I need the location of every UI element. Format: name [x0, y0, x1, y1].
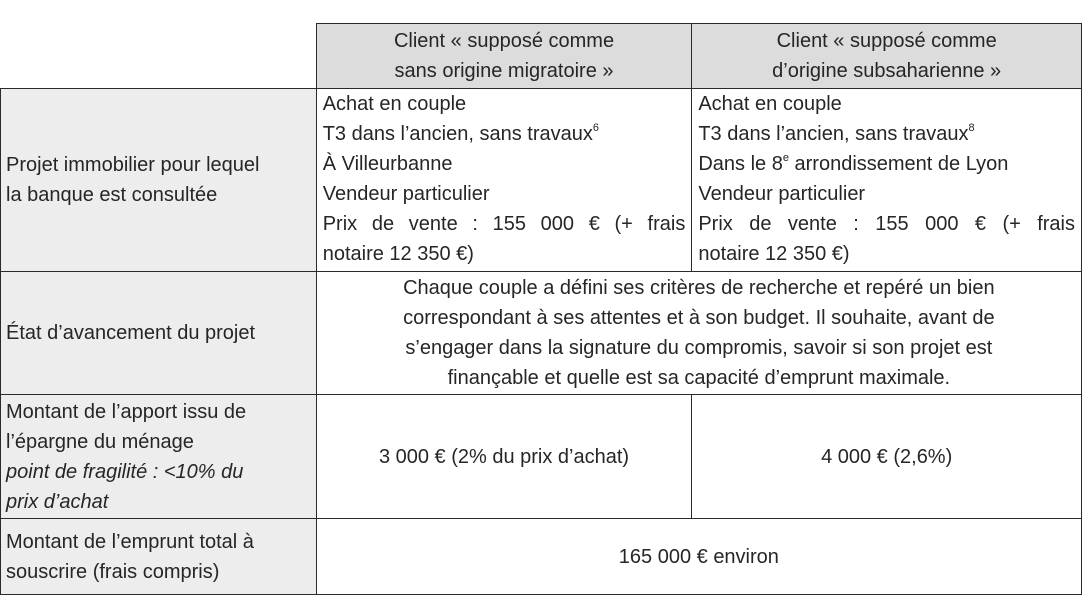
comparison-table [0, 23, 1082, 595]
contribution-col2: 4 000 € (2,6%) [692, 395, 1082, 519]
project-progress-text: Chaque couple a défini ses critères de recherche et repéré un bien correspondant à ses attentes et à son budget. Il souhaite, avant de s’engager dans la signature du compromis, savoir si son projet est finançable et quelle est sa capacité d’emprunt maximale. [316, 272, 1081, 395]
ordinal-suffix: e [782, 152, 789, 164]
row-contribution [1, 395, 1082, 519]
empty-corner-cell [1, 24, 317, 89]
footnote-marker: 8 [968, 122, 975, 134]
label-project-progress: État d’avancement du projet [1, 272, 317, 395]
label-total-loan: Montant de l’emprunt total à souscrire (frais compris) [1, 519, 317, 595]
row-total-loan [1, 519, 1082, 595]
column-header-subsaharan-origin: Client « supposé comme d’origine subsaharienne » [692, 24, 1082, 89]
fragility-note: point de fragilité : <10% du [6, 460, 244, 483]
fragility-note: prix d’achat [6, 490, 109, 513]
header-row [1, 24, 1082, 89]
contribution-col1: 3 000 € (2% du prix d’achat) [316, 395, 692, 519]
label-contribution: Montant de l’apport issu de l’épargne du ménage point de fragilité : <10% du prix d’achat [1, 395, 317, 519]
column-header-no-migration-origin: Client « supposé comme sans origine migratoire » [316, 24, 692, 89]
row-real-estate-project [1, 89, 1082, 272]
label-real-estate-project: Projet immobilier pour lequel la banque est consultée [1, 89, 317, 272]
project-details-col1: Achat en couple T3 dans l’ancien, sans travaux$^6$ À Villeurbanne Vendeur particulier Prix de vente : 155 000 € (+ frais notaire 12 350 €) [316, 89, 692, 272]
project-details-col2: Achat en couple T3 dans l’ancien, sans travaux$^8$ Dans le 8e arrondissement de Lyon Vendeur particulier Prix de vente : 155 000 € (+ frais notaire 12 350 €) [692, 89, 1082, 272]
row-project-progress [1, 272, 1082, 395]
total-loan-value: 165 000 € environ [316, 519, 1081, 595]
footnote-marker: 6 [592, 122, 599, 134]
